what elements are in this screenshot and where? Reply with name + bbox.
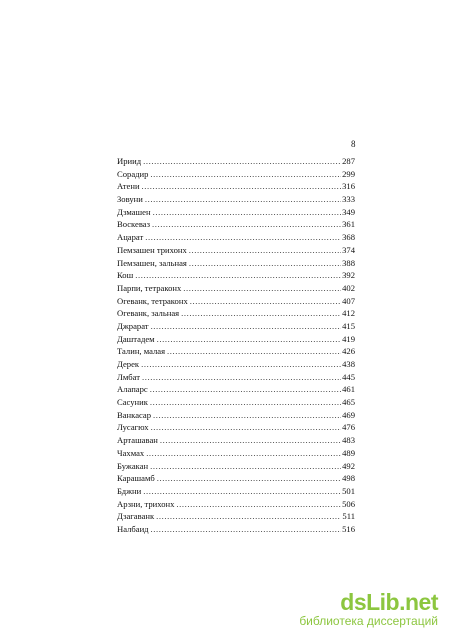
- toc-entry: [117, 434, 355, 447]
- toc-entry-page: 392: [342, 270, 355, 281]
- toc-entry: [117, 345, 355, 358]
- toc-entry-page: 465: [342, 397, 355, 408]
- watermark-subtitle: библиотека диссертаций: [299, 614, 438, 628]
- toc-leader-dots: [157, 333, 342, 346]
- toc-leader-dots: [142, 180, 342, 193]
- toc-leader-dots: [150, 396, 341, 409]
- toc-entry-title: Арташаван: [117, 435, 158, 446]
- toc-entry-page: 498: [342, 473, 355, 484]
- toc-entry-page: 361: [342, 219, 355, 230]
- toc-entry: [117, 498, 355, 511]
- toc-entry-page: 388: [342, 257, 355, 268]
- toc-entry-page: 511: [342, 511, 355, 522]
- toc-entry-page: 476: [342, 422, 355, 433]
- toc-entry-title: Налбаид: [117, 523, 149, 534]
- toc-leader-dots: [150, 168, 341, 181]
- toc-entry: [117, 485, 355, 498]
- toc-entry-title: Лусагюх: [117, 422, 149, 433]
- toc-entry: [117, 396, 355, 409]
- toc-entry-title: Джрарат: [117, 320, 149, 331]
- toc-entry-title: Огеванк, зальная: [117, 308, 180, 319]
- toc-leader-dots: [183, 282, 341, 295]
- toc-entry-page: 299: [342, 168, 355, 179]
- toc-entry: [117, 193, 355, 206]
- toc-entry-page: 316: [342, 181, 355, 192]
- toc-entry-title: Дерек: [117, 359, 140, 369]
- toc-leader-dots: [143, 485, 341, 498]
- toc-entry: [117, 383, 355, 396]
- toc-entry-title: Сорадир: [117, 168, 149, 179]
- toc-entry-page: 506: [342, 498, 355, 509]
- toc-leader-dots: [145, 193, 341, 206]
- toc-entry-page: 349: [342, 206, 355, 217]
- watermark-logo: dsLib.net: [340, 589, 438, 615]
- toc-entry-page: 469: [342, 409, 355, 420]
- toc-leader-dots: [167, 345, 341, 358]
- toc-entry-page: 426: [342, 346, 355, 357]
- toc-leader-dots: [142, 371, 341, 384]
- toc-leader-dots: [143, 155, 341, 168]
- toc-entry-title: Арзни, трихонх: [117, 498, 175, 509]
- toc-entry: [117, 460, 355, 473]
- toc-leader-dots: [181, 307, 341, 320]
- toc-entry-page: 407: [342, 295, 355, 306]
- toc-entry-page: 402: [342, 282, 355, 293]
- toc-entry: [117, 320, 355, 333]
- toc-entry-page: 368: [342, 232, 355, 243]
- toc-entry-title: Сасуник: [117, 397, 148, 408]
- toc-entry: [117, 295, 355, 308]
- toc-leader-dots: [141, 358, 341, 371]
- toc-entry-page: 419: [342, 333, 355, 344]
- toc-entry-title: Парпи, тетраконх: [117, 282, 182, 293]
- toc-entry-page: 492: [342, 460, 355, 471]
- toc-entry: [117, 510, 355, 523]
- toc-entry: [117, 409, 355, 422]
- toc-leader-dots: [152, 218, 341, 231]
- toc-leader-dots: [153, 409, 341, 422]
- toc-entry-title: Ириид: [117, 156, 142, 166]
- toc-entry-title: Бужакан: [117, 460, 149, 471]
- toc-entry: [117, 218, 355, 231]
- toc-entry-page: 374: [342, 244, 355, 255]
- toc-entry-title: Воскеваз: [117, 219, 150, 230]
- page-number: 8: [351, 139, 356, 149]
- toc-entry: [117, 155, 355, 168]
- toc-entry-title: Алапарс: [117, 384, 148, 395]
- toc-leader-dots: [151, 421, 342, 434]
- toc-entry: [117, 421, 355, 434]
- toc-leader-dots: [157, 472, 341, 485]
- toc-entry: [117, 180, 355, 193]
- toc-entry-title: Чахмах: [117, 447, 145, 458]
- toc-entry-title: Дзмашен: [117, 206, 151, 217]
- toc-entry-title: Бджни: [117, 485, 142, 496]
- toc-entry-title: Ванкасар: [117, 409, 152, 420]
- toc-leader-dots: [190, 295, 341, 308]
- toc-entry: [117, 168, 355, 181]
- toc-entry-title: Огеванк, тетраконх: [117, 295, 188, 306]
- toc-leader-dots: [150, 460, 341, 473]
- toc-entry-page: 415: [342, 320, 355, 331]
- toc-entry-page: 501: [342, 485, 355, 496]
- toc-leader-dots: [176, 498, 341, 511]
- toc-entry-title: Дзагаванк: [117, 511, 155, 522]
- table-of-contents: [117, 155, 355, 536]
- toc-entry-title: Карашамб: [117, 473, 155, 484]
- toc-entry-page: 461: [342, 384, 355, 395]
- toc-entry: [117, 371, 355, 384]
- toc-entry-title: Кош: [117, 270, 134, 281]
- toc-entry-title: Ацарат: [117, 232, 144, 243]
- toc-entry-page: 516: [342, 523, 355, 534]
- toc-entry-page: 483: [342, 435, 355, 446]
- toc-entry: [117, 307, 355, 320]
- toc-leader-dots: [145, 231, 341, 244]
- toc-leader-dots: [156, 510, 341, 523]
- toc-leader-dots: [189, 244, 341, 257]
- toc-leader-dots: [135, 269, 341, 282]
- toc-entry: [117, 206, 355, 219]
- toc-entry-page: 287: [342, 156, 355, 166]
- toc-entry: [117, 472, 355, 485]
- toc-entry-title: Атени: [117, 181, 140, 192]
- toc-entry: [117, 447, 355, 460]
- toc-entry-title: Пемзашен трихонх: [117, 244, 187, 255]
- toc-entry-title: Зовуни: [117, 194, 143, 205]
- toc-leader-dots: [189, 257, 341, 270]
- toc-entry: [117, 358, 355, 371]
- toc-entry-page: 412: [342, 308, 355, 319]
- toc-entry-title: Пемзашен, зальная: [117, 257, 187, 268]
- toc-entry: [117, 231, 355, 244]
- toc-entry: [117, 269, 355, 282]
- toc-entry: [117, 333, 355, 346]
- toc-entry-page: 438: [342, 359, 355, 369]
- toc-leader-dots: [150, 383, 341, 396]
- toc-entry-title: Даштадем: [117, 333, 155, 344]
- toc-entry-page: 333: [342, 194, 355, 205]
- toc-leader-dots: [160, 434, 341, 447]
- toc-leader-dots: [151, 523, 342, 536]
- watermark: [299, 590, 438, 628]
- toc-entry-title: Лмбат: [117, 371, 140, 382]
- toc-entry-page: 445: [342, 371, 355, 382]
- toc-leader-dots: [153, 206, 342, 219]
- toc-entry: [117, 282, 355, 295]
- toc-leader-dots: [151, 320, 342, 333]
- toc-entry: [117, 257, 355, 270]
- toc-entry-page: 489: [342, 447, 355, 458]
- toc-entry: [117, 244, 355, 257]
- toc-leader-dots: [146, 447, 341, 460]
- toc-entry: [117, 523, 355, 536]
- toc-entry-title: Талин, малая: [117, 346, 166, 357]
